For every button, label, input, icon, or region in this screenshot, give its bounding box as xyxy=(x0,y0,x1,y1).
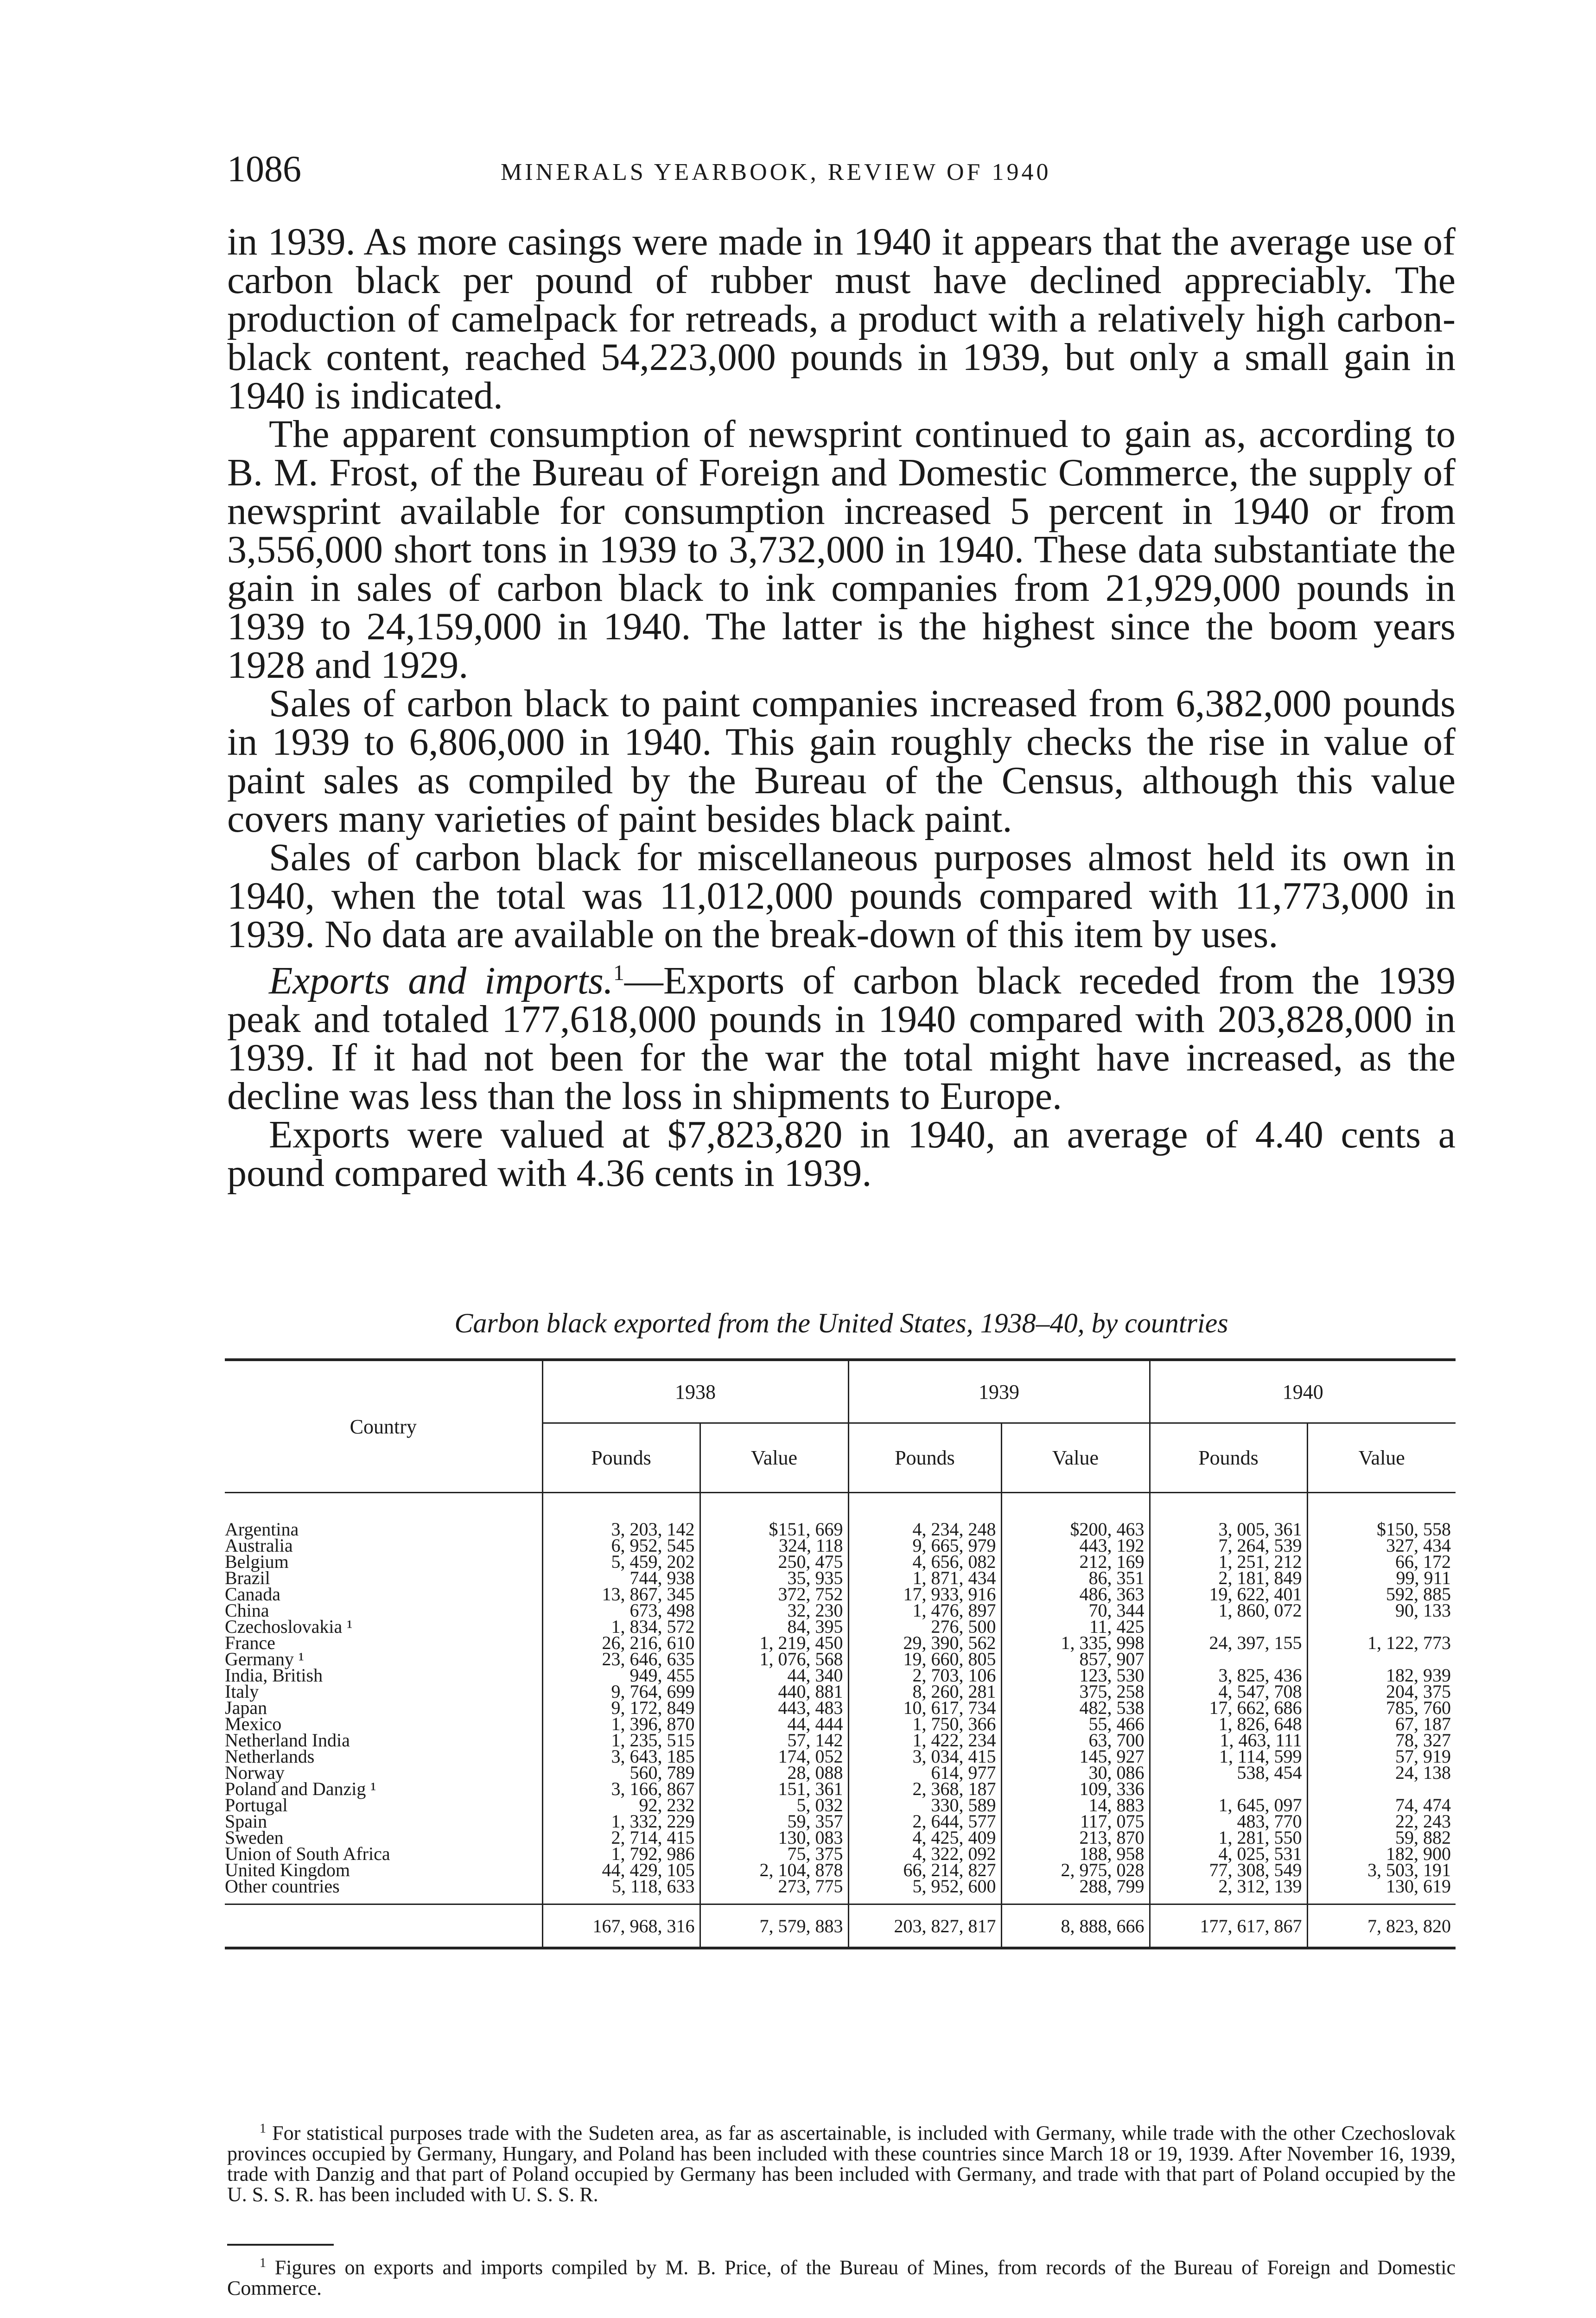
pounds-cell: 1, 332, 229 xyxy=(542,1813,700,1829)
value-cell: 35, 935 xyxy=(700,1570,848,1586)
value-cell: 74, 474 xyxy=(1395,1795,1451,1815)
paragraph: Sales of carbon black to paint companies increased from 6,382,000 pounds in 1939 to 6,806,000 in 1940. This gain roughly checks the rise in value of paint sales as compiled by the Bureau of the Census, although this value covers many varieties of paint besides black paint. xyxy=(227,682,1456,841)
value-cell: 188, 958 xyxy=(1001,1846,1150,1862)
value-cell: 84, 395 xyxy=(700,1618,848,1635)
value-cell: 2, 975, 028 xyxy=(1001,1862,1150,1878)
pounds-cell: 2, 312, 139 xyxy=(1150,1878,1307,1904)
value-cell: 90, 133 xyxy=(1395,1600,1451,1621)
value-cell: $151, 669 xyxy=(700,1493,848,1538)
pounds-cell: 483, 770 xyxy=(1150,1813,1307,1829)
pounds-cell: 3, 005, 361 xyxy=(1150,1493,1307,1538)
pounds-cell: 4, 425, 409 xyxy=(848,1829,1001,1846)
pounds-cell: 949, 455 xyxy=(542,1667,700,1683)
pounds-cell: 1, 281, 550 xyxy=(1150,1829,1307,1846)
table-caption: Carbon black exported from the United States, 1938–40, by countries xyxy=(454,1308,1228,1338)
pounds-cell: 4, 234, 248 xyxy=(848,1493,1001,1538)
value-cell: 109, 336 xyxy=(1001,1781,1150,1797)
value-cell: 174, 052 xyxy=(700,1748,848,1764)
year-header: 1938 xyxy=(542,1360,848,1423)
pounds-cell: 17, 662, 686 xyxy=(1150,1700,1307,1716)
pounds-header: Pounds xyxy=(542,1423,700,1493)
paragraph: The apparent consumption of newsprint continued to gain as, according to B. M. Frost, of the Bureau of Foreign and Domestic Commerce, the supply of newsprint available for consumption increased 5 percent in 1940 or from 3,556,000 short tons in 1939 to 3,732,000 in 1940. These data substantiate the gain in sales of carbon black to ink companies from 21,929,000 pounds in 1939 to 24,159,000 in 1940. The latter is the highest since the boom years 1928 and 1929. xyxy=(227,413,1456,687)
paragraph-exports xyxy=(227,954,1456,1118)
pounds-cell: 744, 938 xyxy=(542,1570,700,1586)
pounds-cell: 5, 118, 633 xyxy=(542,1878,700,1904)
country-cell: Argentina xyxy=(225,1493,542,1538)
pounds-cell: 560, 789 xyxy=(542,1764,700,1781)
pounds-cell: 17, 933, 916 xyxy=(848,1586,1001,1602)
pounds-cell: 3, 203, 142 xyxy=(542,1493,700,1538)
country-cell: France xyxy=(225,1635,542,1651)
value-cell: 55, 466 xyxy=(1001,1716,1150,1732)
pounds-cell: 29, 390, 562 xyxy=(848,1635,1001,1651)
country-cell: Netherlands xyxy=(225,1748,542,1764)
value-cell: 1, 335, 998 xyxy=(1001,1635,1150,1651)
table-footnote xyxy=(227,2119,1456,2205)
pounds-cell: 3, 034, 415 xyxy=(848,1748,1001,1764)
value-cell: 59, 357 xyxy=(700,1813,848,1829)
pounds-cell: 2, 703, 106 xyxy=(848,1667,1001,1683)
value-cell: 75, 375 xyxy=(700,1846,848,1862)
body-text xyxy=(227,220,1456,1195)
value-cell: 11, 425 xyxy=(1001,1618,1150,1635)
pounds-cell: 24, 397, 155 xyxy=(1150,1635,1307,1651)
total-cell: 8, 888, 666 xyxy=(1001,1904,1150,1949)
value-cell: 70, 344 xyxy=(1001,1602,1150,1618)
value-cell: 123, 530 xyxy=(1001,1667,1150,1683)
value-cell: 22, 243 xyxy=(1395,1811,1451,1832)
value-cell: 324, 118 xyxy=(700,1537,848,1554)
value-cell: 785, 760 xyxy=(1386,1697,1451,1718)
value-cell: 151, 361 xyxy=(700,1781,848,1797)
pounds-cell: 13, 867, 345 xyxy=(542,1586,700,1602)
pounds-cell: 2, 368, 187 xyxy=(848,1781,1001,1797)
value-cell: 145, 927 xyxy=(1001,1748,1150,1764)
value-cell: 443, 192 xyxy=(1001,1537,1150,1554)
pounds-cell: 26, 216, 610 xyxy=(542,1635,700,1651)
pounds-cell: 538, 454 xyxy=(1150,1764,1307,1781)
table-body xyxy=(225,1493,1456,1904)
value-cell: 440, 881 xyxy=(700,1683,848,1700)
pounds-cell: 1, 476, 897 xyxy=(848,1602,1001,1618)
total-cell: 7, 579, 883 xyxy=(700,1904,848,1949)
value-cell: $200, 463 xyxy=(1001,1493,1150,1538)
total-cell: 203, 827, 817 xyxy=(848,1904,1001,1949)
pounds-cell: 1, 826, 648 xyxy=(1150,1716,1307,1732)
pounds-cell: 6, 952, 545 xyxy=(542,1537,700,1554)
country-cell: China xyxy=(225,1602,542,1618)
value-header: Value xyxy=(1307,1423,1456,1493)
country-cell: Union of South Africa xyxy=(225,1846,542,1862)
value-cell: 30, 086 xyxy=(1001,1764,1150,1781)
pounds-cell: 673, 498 xyxy=(542,1602,700,1618)
pounds-cell: 330, 589 xyxy=(848,1797,1001,1813)
value-cell: 78, 327 xyxy=(1395,1730,1451,1751)
page-header xyxy=(227,148,1456,190)
totals-row xyxy=(225,1904,1456,1949)
footnote-text: For statistical purposes trade with the Sudeten area, as far as ascertainable, is included with Germany, while trade with the other Czechoslovak provinces occupied by Germany, Hungary, and Poland has been included with these countries since March 18 or 19, 1939. After November 16, 1939, trade with Danzig and that part of Poland occupied by Germany has been included with Germany, and trade with that part of Poland occupied by the U. S. S. R. has been included with U. S. S. R. xyxy=(227,2121,1456,2206)
value-cell: 14, 883 xyxy=(1001,1797,1150,1813)
pounds-cell: 44, 429, 105 xyxy=(542,1862,700,1878)
section-heading: Exports and imports. xyxy=(269,959,613,1002)
value-cell: 44, 444 xyxy=(700,1716,848,1732)
total-cell: 7, 823, 820 xyxy=(1307,1904,1456,1949)
country-cell: Sweden xyxy=(225,1829,542,1846)
value-cell: 44, 340 xyxy=(700,1667,848,1683)
table-row xyxy=(225,1493,1456,1538)
value-cell: 182, 939 xyxy=(1386,1665,1451,1686)
pounds-cell: 1, 251, 212 xyxy=(1150,1554,1307,1570)
value-cell: 117, 075 xyxy=(1001,1813,1150,1829)
pounds-cell: 7, 264, 539 xyxy=(1150,1537,1307,1554)
value-cell: 327, 434 xyxy=(1386,1535,1451,1556)
country-cell: Canada xyxy=(225,1586,542,1602)
pounds-cell: 1, 750, 366 xyxy=(848,1716,1001,1732)
footnote-mark: 1 xyxy=(260,2256,266,2270)
value-cell: 182, 900 xyxy=(1386,1843,1451,1864)
totals-label xyxy=(225,1904,542,1949)
value-cell: 857, 907 xyxy=(1001,1651,1150,1667)
pounds-cell: 4, 656, 082 xyxy=(848,1554,1001,1570)
country-cell: India, British xyxy=(225,1667,542,1683)
pounds-cell: 23, 646, 635 xyxy=(542,1651,700,1667)
footnote-mark: 1 xyxy=(260,2121,266,2136)
value-cell: 66, 172 xyxy=(1395,1551,1451,1572)
pounds-cell: 614, 977 xyxy=(848,1764,1001,1781)
pounds-cell: 1, 114, 599 xyxy=(1150,1748,1307,1764)
value-cell: 443, 483 xyxy=(700,1700,848,1716)
footnote-divider xyxy=(227,2244,334,2246)
country-cell: Mexico xyxy=(225,1716,542,1732)
pounds-cell: 4, 547, 708 xyxy=(1150,1683,1307,1700)
country-cell: Brazil xyxy=(225,1570,542,1586)
pounds-cell: 4, 025, 531 xyxy=(1150,1846,1307,1862)
paragraph-text: —Exports of carbon black receded from the 1939 peak and totaled 177,618,000 pounds in 1940 compared with 203,828,000 in 1939. If it had not been for the war the total might have increased, as the decline was less than the loss in shipments to Europe. xyxy=(227,959,1456,1118)
pounds-cell: 8, 260, 281 xyxy=(848,1683,1001,1700)
pounds-cell: 1, 860, 072 xyxy=(1150,1602,1307,1618)
value-cell: 204, 375 xyxy=(1386,1681,1451,1702)
pounds-cell: 1, 834, 572 xyxy=(542,1618,700,1635)
value-cell: 213, 870 xyxy=(1001,1829,1150,1846)
value-cell: 250, 475 xyxy=(700,1554,848,1570)
country-cell: Germany ¹ xyxy=(225,1651,542,1667)
year-header: 1940 xyxy=(1150,1360,1456,1423)
value-cell: 130, 083 xyxy=(700,1829,848,1846)
value-cell: 1, 122, 773 xyxy=(1367,1632,1451,1653)
value-cell: 57, 919 xyxy=(1395,1746,1451,1767)
paragraph: Exports were valued at $7,823,820 in 1940, an average of 4.40 cents a pound compared with 4.36 cents in 1939. xyxy=(227,1113,1456,1195)
pounds-cell: 276, 500 xyxy=(848,1618,1001,1635)
value-cell: 1, 076, 568 xyxy=(700,1651,848,1667)
pounds-cell: 5, 952, 600 xyxy=(848,1878,1001,1904)
value-cell: 5, 032 xyxy=(700,1797,848,1813)
total-cell: 177, 617, 867 xyxy=(1150,1904,1307,1949)
pounds-cell: 3, 825, 436 xyxy=(1150,1667,1307,1683)
pounds-header: Pounds xyxy=(1150,1423,1307,1493)
pounds-cell: 1, 463, 111 xyxy=(1150,1732,1307,1748)
country-cell: Poland and Danzig ¹ xyxy=(225,1781,542,1797)
paragraph: Sales of carbon black for miscellaneous purposes almost held its own in 1940, when the total was 11,012,000 pounds compared with 11,773,000 in 1939. No data are available on the break-down of this item by uses. xyxy=(227,836,1456,956)
running-head: MINERALS YEARBOOK, REVIEW OF 1940 xyxy=(501,159,1051,185)
pounds-cell: 10, 617, 734 xyxy=(848,1700,1001,1716)
country-cell: Japan xyxy=(225,1700,542,1716)
exports-table xyxy=(225,1358,1456,1949)
paragraph: in 1939. As more casings were made in 1940 it appears that the average use of carbon black per pound of rubber must have declined appreciably. The production of camelpack for retreads, a product with a relatively high carbon-black content, reached 54,223,000 pounds in 1939, but only a small gain in 1940 is indicated. xyxy=(227,220,1456,417)
value-cell: 63, 700 xyxy=(1001,1732,1150,1748)
table-row xyxy=(225,1878,1456,1904)
pounds-cell: 1, 422, 234 xyxy=(848,1732,1001,1748)
country-cell: Australia xyxy=(225,1537,542,1554)
value-cell: 288, 799 xyxy=(1001,1878,1150,1904)
pounds-cell: 1, 645, 097 xyxy=(1150,1797,1307,1813)
value-cell: 130, 619 xyxy=(1386,1876,1451,1897)
pounds-cell: 19, 660, 805 xyxy=(848,1651,1001,1667)
country-cell: Netherland India xyxy=(225,1732,542,1748)
country-cell: Italy xyxy=(225,1683,542,1700)
value-cell: 1, 219, 450 xyxy=(700,1635,848,1651)
country-cell: Spain xyxy=(225,1813,542,1829)
pounds-cell: 3, 643, 185 xyxy=(542,1748,700,1764)
value-cell: 592, 885 xyxy=(1386,1584,1451,1605)
footnote-text: Figures on exports and imports compiled by M. B. Price, of the Bureau of Mines, from records of the Bureau of Foreign and Domestic Commerce. xyxy=(227,2256,1456,2299)
pounds-cell: 77, 308, 549 xyxy=(1150,1862,1307,1878)
value-header: Value xyxy=(1001,1423,1150,1493)
value-cell: 372, 752 xyxy=(700,1586,848,1602)
pounds-cell: 1, 235, 515 xyxy=(542,1732,700,1748)
value-cell: 486, 363 xyxy=(1001,1586,1150,1602)
page-number: 1086 xyxy=(227,149,301,190)
country-cell: United Kingdom xyxy=(225,1862,542,1878)
value-cell: 482, 538 xyxy=(1001,1700,1150,1716)
pounds-cell: 9, 172, 849 xyxy=(542,1700,700,1716)
pounds-cell: 1, 792, 986 xyxy=(542,1846,700,1862)
pounds-cell: 92, 232 xyxy=(542,1797,700,1813)
pounds-cell: 2, 644, 577 xyxy=(848,1813,1001,1829)
pounds-cell: 1, 396, 870 xyxy=(542,1716,700,1732)
page-footnote xyxy=(227,2253,1456,2299)
pounds-cell: 3, 166, 867 xyxy=(542,1781,700,1797)
value-cell: 375, 258 xyxy=(1001,1683,1150,1700)
value-header: Value xyxy=(700,1423,848,1493)
value-cell: 3, 503, 191 xyxy=(1367,1859,1451,1880)
pounds-cell: 2, 714, 415 xyxy=(542,1829,700,1846)
value-cell: 86, 351 xyxy=(1001,1570,1150,1586)
pounds-cell: 4, 322, 092 xyxy=(848,1846,1001,1862)
country-cell: Other countries xyxy=(225,1878,542,1904)
value-cell: 273, 775 xyxy=(700,1878,848,1904)
pounds-cell: 1, 871, 434 xyxy=(848,1570,1001,1586)
pounds-cell: 9, 665, 979 xyxy=(848,1537,1001,1554)
pounds-cell: 9, 764, 699 xyxy=(542,1683,700,1700)
pounds-header: Pounds xyxy=(848,1423,1001,1493)
value-cell: 59, 882 xyxy=(1395,1827,1451,1848)
pounds-cell: 5, 459, 202 xyxy=(542,1554,700,1570)
value-cell: 67, 187 xyxy=(1395,1713,1451,1734)
footnote-ref: 1 xyxy=(613,961,624,985)
country-header: Country xyxy=(225,1360,542,1493)
country-cell: Belgium xyxy=(225,1554,542,1570)
value-cell: 99, 911 xyxy=(1396,1567,1451,1588)
total-cell: 167, 968, 316 xyxy=(542,1904,700,1949)
country-cell: Portugal xyxy=(225,1797,542,1813)
value-cell: 24, 138 xyxy=(1395,1762,1451,1783)
country-cell: Norway xyxy=(225,1764,542,1781)
value-cell: 212, 169 xyxy=(1001,1554,1150,1570)
value-cell: 32, 230 xyxy=(700,1602,848,1618)
value-cell: 57, 142 xyxy=(700,1732,848,1748)
value-cell: $150, 558 xyxy=(1377,1519,1451,1540)
year-header: 1939 xyxy=(848,1360,1150,1423)
pounds-cell: 2, 181, 849 xyxy=(1150,1570,1307,1586)
pounds-cell: 19, 622, 401 xyxy=(1150,1586,1307,1602)
value-cell: 28, 088 xyxy=(700,1764,848,1781)
pounds-cell: 66, 214, 827 xyxy=(848,1862,1001,1878)
value-cell: 2, 104, 878 xyxy=(700,1862,848,1878)
country-cell: Czechoslovakia ¹ xyxy=(225,1618,542,1635)
